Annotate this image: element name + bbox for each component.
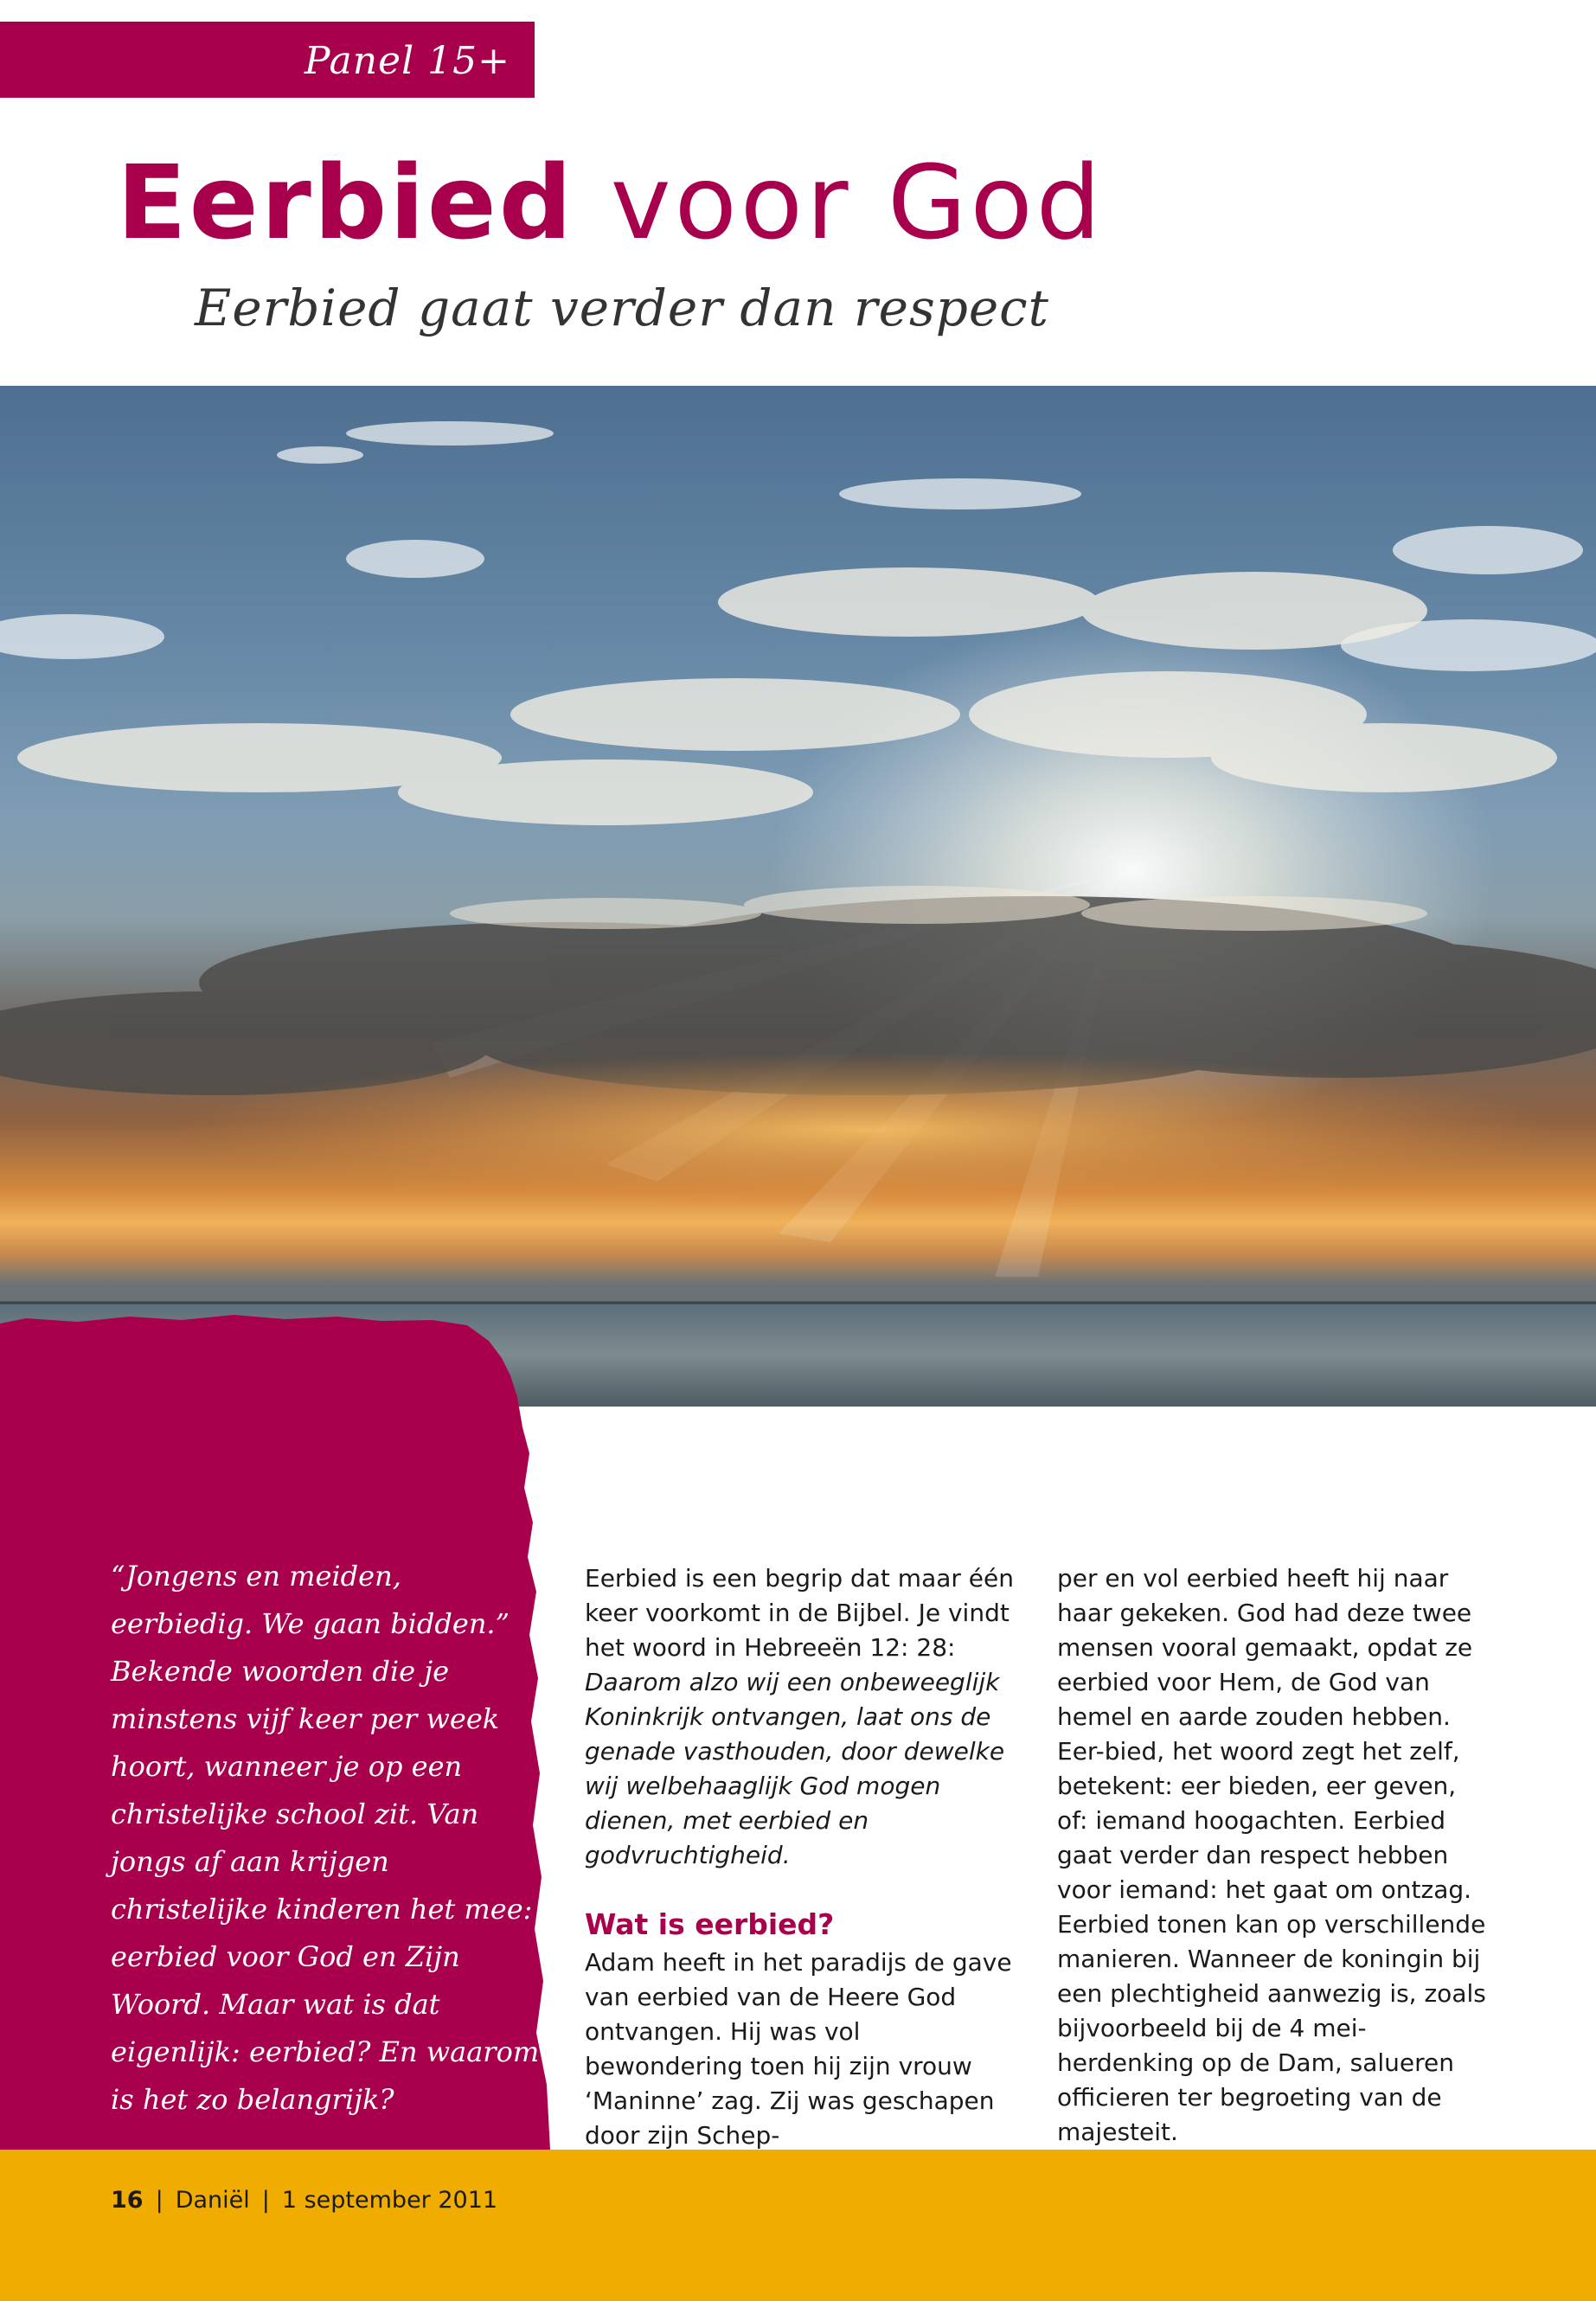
article-column-1 — [585, 1561, 1017, 2153]
page-title — [117, 143, 1105, 262]
page-footer — [0, 2150, 1596, 2301]
issue-date: 1 september 2011 — [281, 2187, 498, 2214]
sunset-sky-illustration — [0, 386, 1596, 1407]
page-number: 16 — [111, 2187, 144, 2214]
article-column-2 — [1057, 1561, 1490, 2150]
section-tab — [0, 22, 535, 98]
sunset-sky-photo — [0, 386, 1596, 1407]
column1-paragraph-2: Adam heeft in het paradijs de gave van eerbied van de Heere God ontvangen. Hij was vol bewondering toen hij zijn vrouw ‘Maninne’ zag. Zij was geschapen door zijn Schep- — [585, 1948, 1012, 2150]
title-bold: Eerbied — [117, 143, 575, 262]
footer-separator: | — [155, 2187, 163, 2214]
section-heading: Wat is eerbied? — [585, 1907, 835, 1941]
page-subtitle: Eerbied gaat verder dan respect — [195, 279, 1049, 337]
footer-text — [111, 2187, 497, 2214]
intro-text — [111, 1553, 543, 2124]
title-rest: voor God — [574, 143, 1105, 262]
magazine-name: Daniël — [175, 2187, 250, 2214]
bible-quote: Daarom alzo wij een onbeweeglijk Koninkrijk ontvangen, laat ons de genade vasthouden, door dewelke wij welbehaaglijk God mogen dienen, met eerbied en godvruchtigheid. — [585, 1668, 1005, 1869]
intro-paragraph: “Jongens en meiden, eerbiedig. We gaan bidden.” Bekende woorden die je minstens vijf keer per week hoort, wanneer je op een christelijke school zit. Van jongs af aan krijgen christelijke kinderen het mee: eerbied voor God en Zijn Woord. Maar wat is dat eigenlijk: eerbied? En waarom is het zo belangrijk? — [111, 1560, 540, 2116]
column2-paragraph-1: per en vol eerbied heeft hij naar haar gekeken. God had deze twee mensen vooral gemaakt, opdat ze eerbied voor Hem, de God van hemel en aarde zouden hebben. Eer-bied, het woord zegt het zelf, betekent: eer bieden, eer geven, of: iemand hoogachten. Eerbied gaat verder dan respect hebben voor iemand: het gaat om ontzag. Eerbied tonen kan op verschillende manieren. Wanneer de koningin bij een plechtigheid aanwezig is, zoals bijvoorbeeld bij de 4 mei-herdenking op de Dam, salueren officieren ter begroeting van de majesteit. — [1057, 1564, 1486, 2146]
footer-separator: | — [261, 2187, 270, 2214]
section-tab-label: Panel 15+ — [304, 39, 510, 83]
column1-paragraph-1: Eerbied is een begrip dat maar één keer voorkomt in de Bijbel. Je vindt het woord in Hebreeën 12: 28: — [585, 1564, 1015, 1662]
